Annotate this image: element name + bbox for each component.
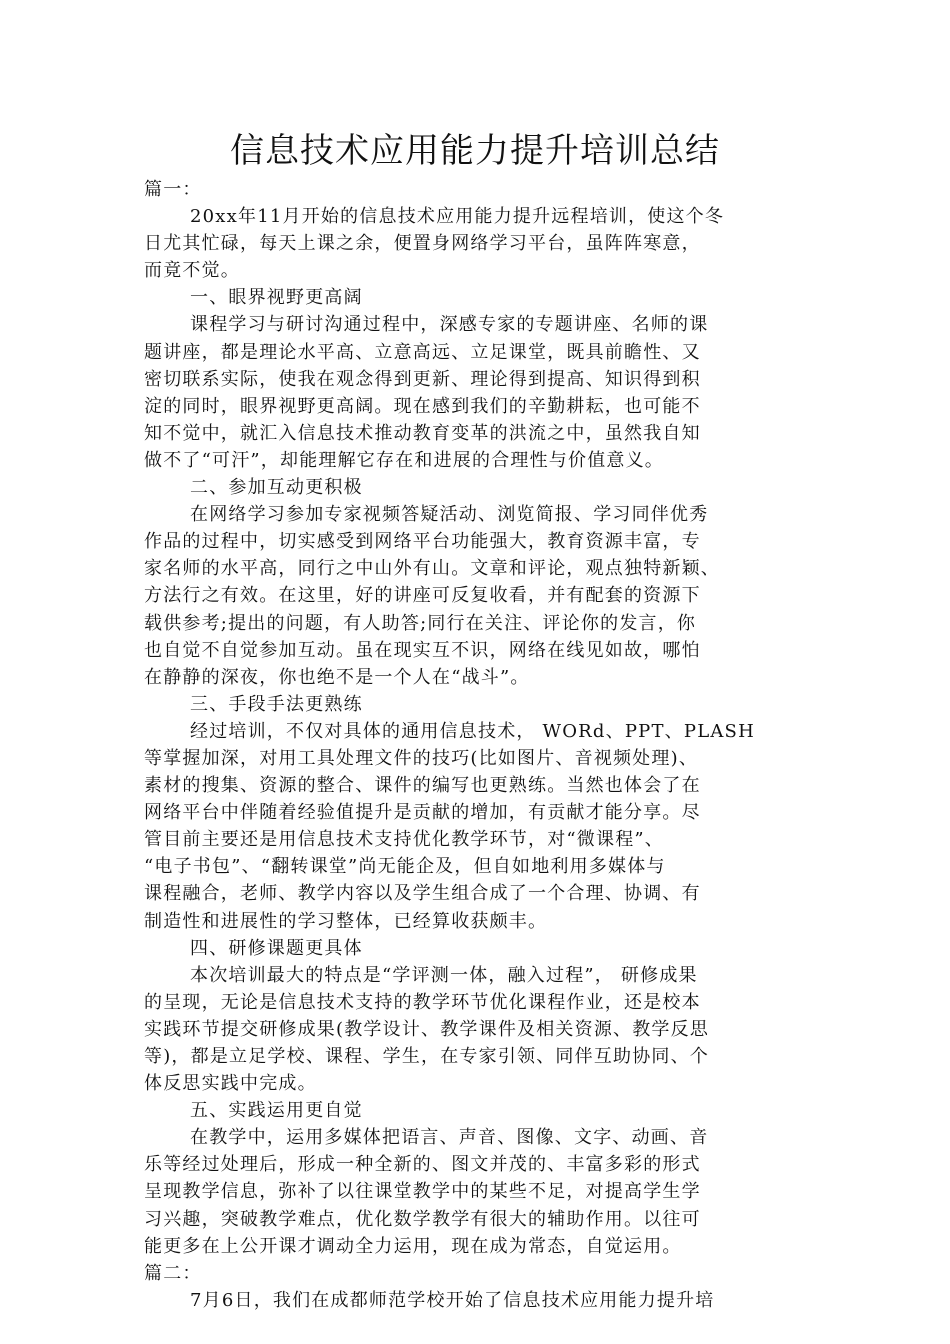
text-line: 也自觉不自觉参加互动。虽在现实互不识，网络在线见如故，哪怕 [144, 639, 701, 661]
text-line: 家名师的水平高，同行之中山外有山。文章和评论，观点独特新颖、 [144, 558, 720, 580]
text-line: 制造性和进展性的学习整体，已经算收获颇丰。 [144, 910, 548, 932]
text-line: 本次培训最大的特点是“学评测一体，融入过程”， 研修成果 [190, 964, 698, 986]
text-line: 四、研修课题更具体 [190, 937, 363, 959]
text-line: 课程学习与研讨沟通过程中，深感专家的专题讲座、名师的课 [190, 314, 709, 336]
text-line: 作品的过程中，切实感受到网络平台功能强大，教育资源丰富，专 [144, 531, 701, 553]
text-line: 课程融合，老师、教学内容以及学生组合成了一个合理、协调、有 [144, 883, 701, 905]
text-line: 网络平台中伴随着经验值提升是贡献的增加，有贡献才能分享。尽 [144, 802, 701, 824]
text-line: 实践环节提交研修成果(教学设计、教学课件及相关资源、教学反思 [144, 1018, 710, 1040]
text-line: 淀的同时，眼界视野更高阔。现在感到我们的辛勤耕耘，也可能不 [144, 395, 701, 417]
text-line: 习兴趣，突破教学难点，优化数学教学有很大的辅助作用。以往可 [144, 1208, 701, 1230]
text-line: 在静静的深夜，你也绝不是一个人在“战斗”。 [144, 666, 530, 688]
text-line: 方法行之有效。在这里，好的讲座可反复收看，并有配套的资源下 [144, 585, 701, 607]
text-line: 体反思实践中完成。 [144, 1073, 317, 1095]
text-line: 一、眼界视野更高阔 [190, 287, 363, 309]
text-line: “电子书包”、“翻转课堂”尚无能企及，但自如地利用多媒体与 [144, 856, 666, 878]
text-line: 等)，都是立足学校、课程、学生，在专家引领、同伴互助协同、个 [144, 1046, 710, 1067]
text-line: 素材的搜集、资源的整合、课件的编写也更熟练。当然也体会了在 [144, 775, 701, 797]
document-title: 信息技术应用能力提升培训总结 [230, 131, 720, 171]
text-line: 而竟不觉。 [144, 260, 240, 282]
text-line: 管目前主要还是用信息技术支持优化教学环节，对“微课程”、 [144, 829, 665, 851]
text-line: 密切联系实际，使我在观念得到更新、理论得到提高、知识得到积 [144, 368, 701, 390]
text-line: 呈现教学信息，弥补了以往课堂教学中的某些不足，对提高学生学 [144, 1181, 701, 1203]
text-line: 7月6日，我们在成都师范学校开始了信息技术应用能力提升培 [190, 1289, 715, 1311]
text-line: 篇二： [144, 1262, 202, 1284]
text-line: 在网络学习参加专家视频答疑活动、浏览简报、学习同伴优秀 [190, 504, 709, 526]
text-line: 经过培训，不仅对具体的通用信息技术， WORd、PPT、PLASH [190, 720, 755, 742]
text-line: 乐等经过处理后，形成一种全新的、图文并茂的、丰富多彩的形式 [144, 1154, 701, 1176]
text-line: 载供参考;提出的问题，有人助答;同行在关注、评论你的发言，你 [144, 612, 697, 634]
text-line: 在教学中，运用多媒体把语言、声音、图像、文字、动画、音 [190, 1127, 709, 1149]
text-line: 的呈现，无论是信息技术支持的教学环节优化课程作业，还是校本 [144, 991, 701, 1013]
text-line: 能更多在上公开课才调动全力运用，现在成为常态，自觉运用。 [144, 1235, 682, 1257]
text-line: 做不了“可汗”，却能理解它存在和进展的合理性与价值意义。 [144, 449, 665, 471]
document-body [144, 176, 814, 1314]
text-line: 三、手段手法更熟练 [190, 693, 363, 715]
text-line: 篇一： [144, 179, 202, 200]
text-line: 五、实践运用更自觉 [190, 1100, 363, 1122]
text-line: 日尤其忙碌，每天上课之余，便置身网络学习平台，虽阵阵寒意， [144, 233, 701, 255]
text-line: 等掌握加深，对用工具处理文件的技巧(比如图片、音视频处理)、 [144, 747, 699, 769]
text-line: 20xx年11月开始的信息技术应用能力提升远程培训，使这个冬 [190, 206, 725, 228]
text-line: 知不觉中，就汇入信息技术推动教育变革的洪流之中，虽然我自知 [144, 422, 701, 444]
text-line: 题讲座，都是理论水平高、立意高远、立足课堂，既具前瞻性、又 [144, 341, 701, 363]
text-line: 二、参加互动更积极 [190, 477, 363, 499]
